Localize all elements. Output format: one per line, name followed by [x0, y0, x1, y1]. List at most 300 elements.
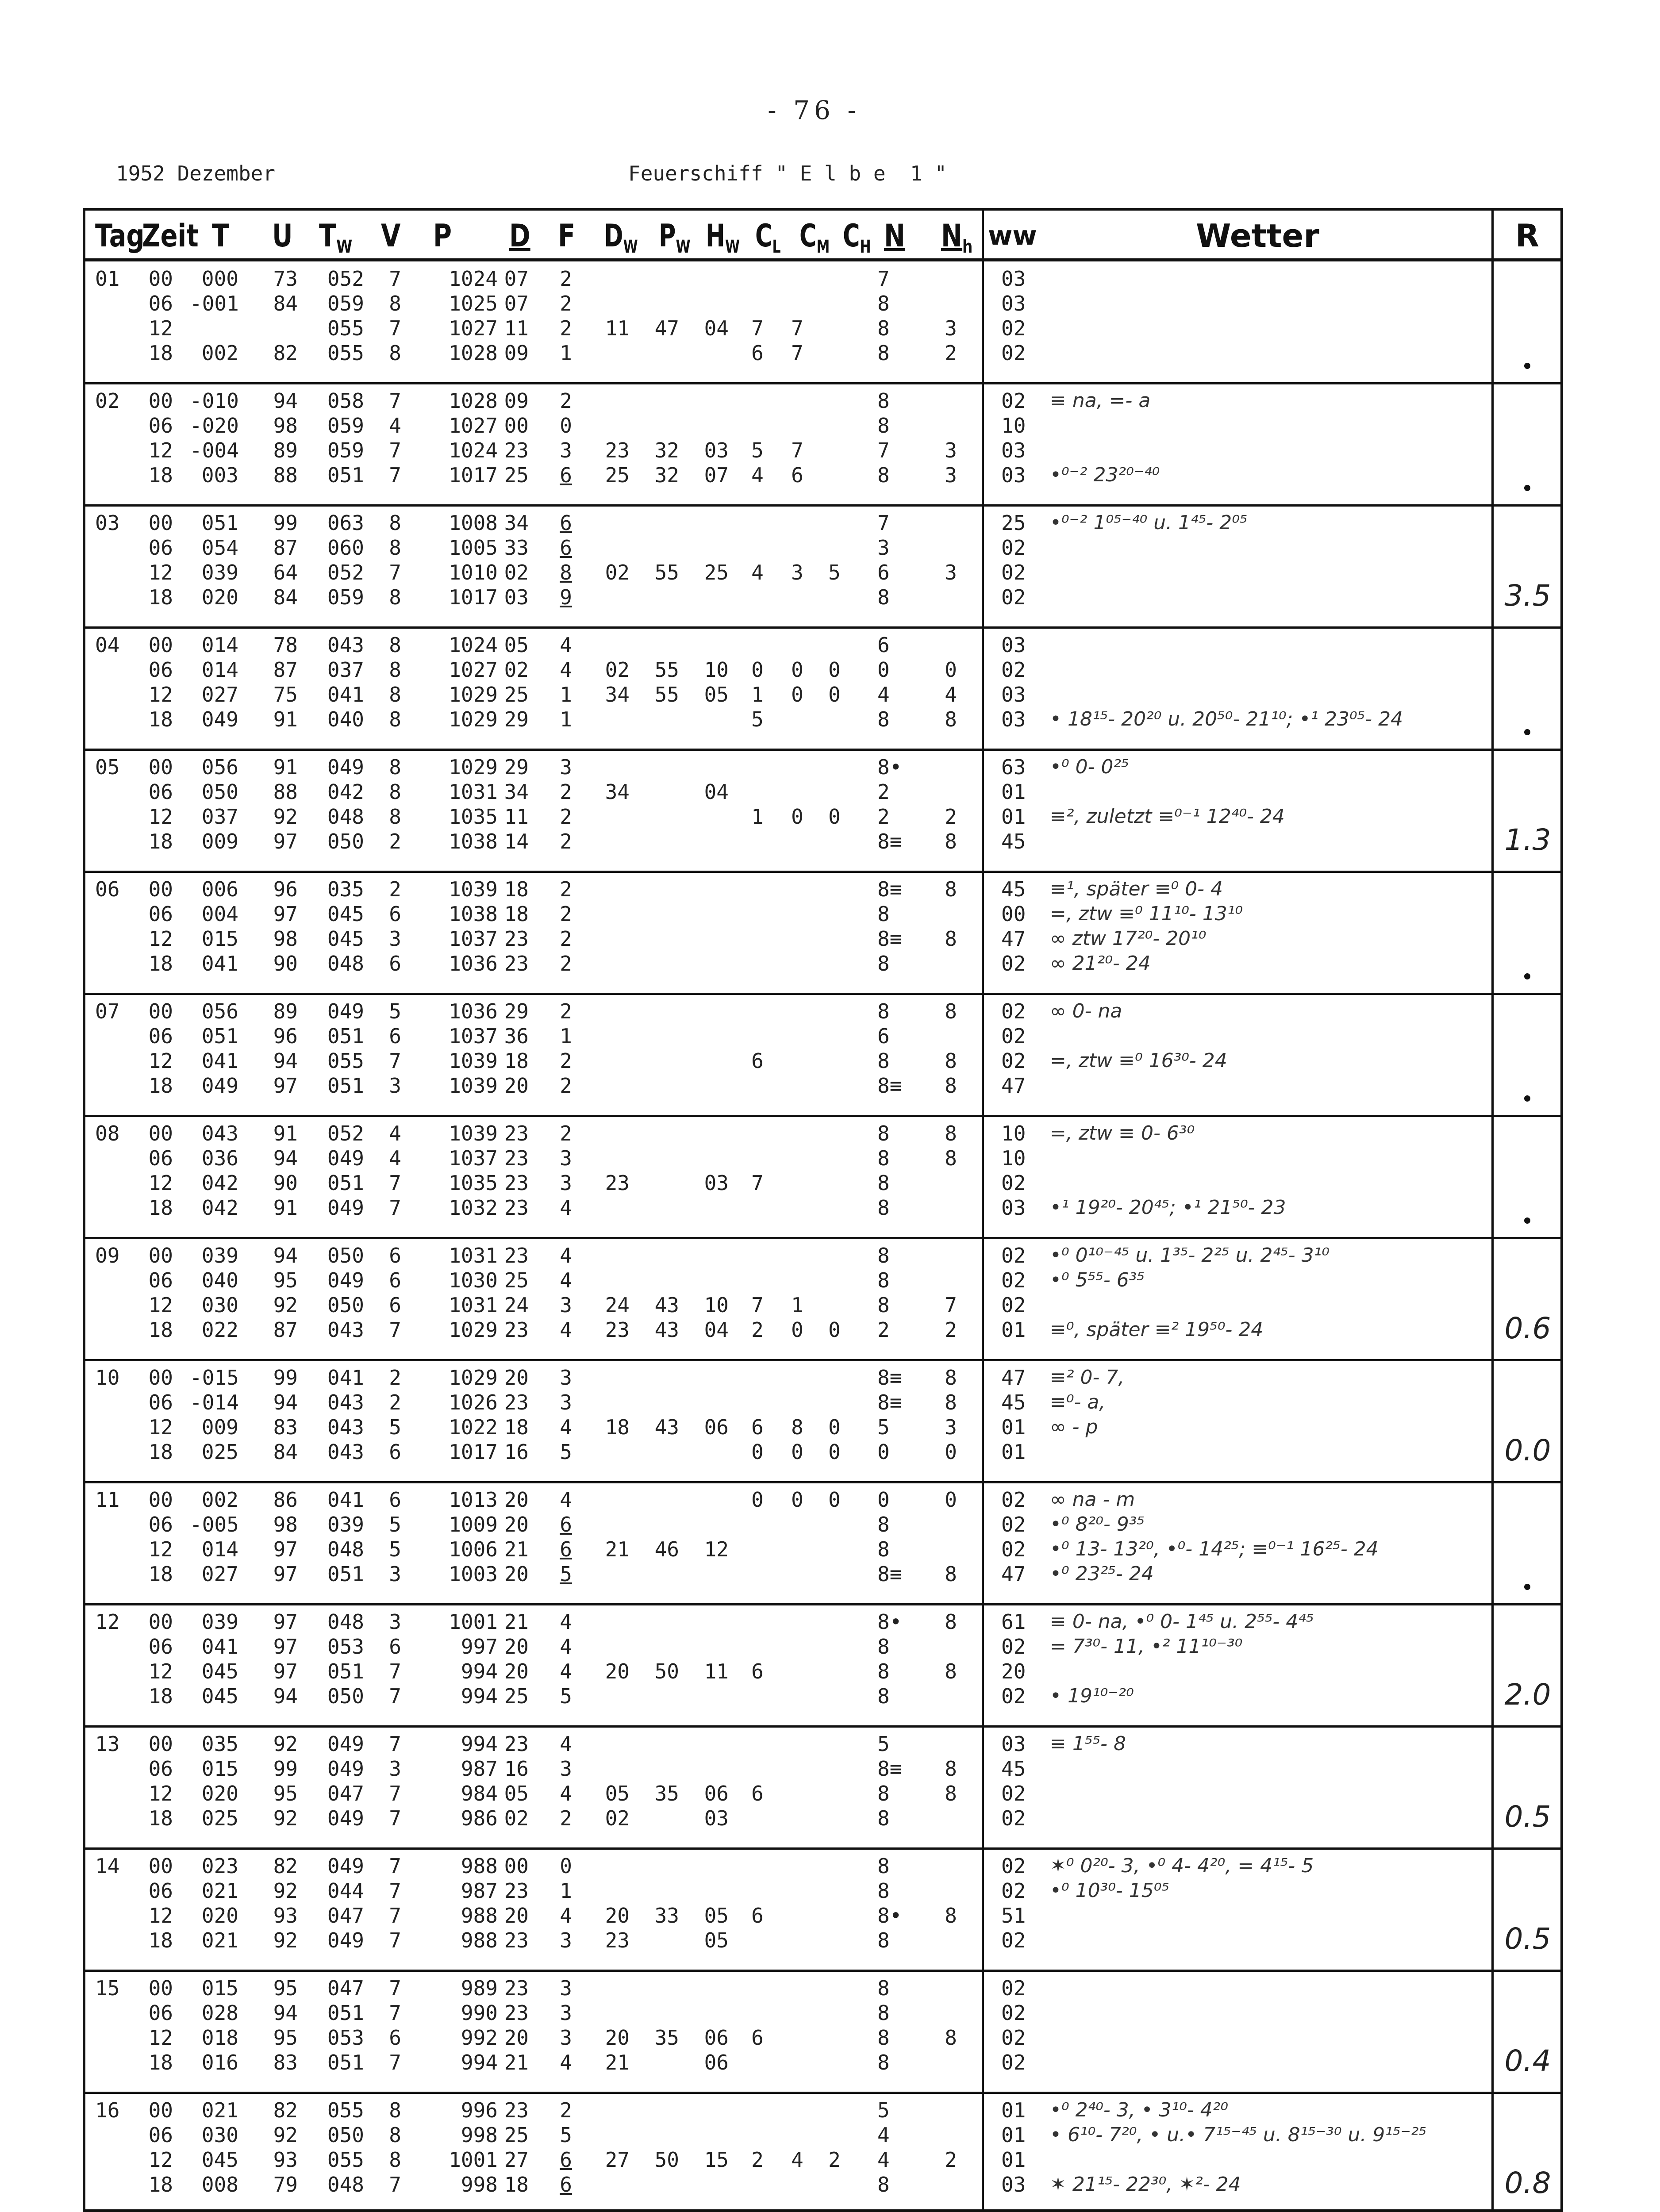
cell-n: 5 — [877, 2098, 890, 2122]
cell-u: 78 — [273, 633, 298, 657]
cell-ww: 02 — [1001, 1024, 1026, 1048]
cell-v: 7 — [389, 463, 401, 487]
cell-nh: 8 — [945, 1659, 957, 1683]
cell-f: 6 — [560, 1513, 572, 1536]
cell-dw: 20 — [605, 1659, 630, 1683]
cell-nh: 8 — [945, 1610, 957, 1634]
cell-zeit: 00 — [148, 877, 173, 901]
cell-n: 8 — [877, 1268, 890, 1292]
cell-cm: 6 — [791, 463, 803, 487]
cell-u: 97 — [273, 1659, 298, 1683]
cell-nh: 8 — [945, 999, 957, 1023]
cell-d: 00 — [504, 414, 529, 438]
cell-t: 056 — [201, 999, 238, 1023]
weather-note: ≡ 1⁵⁵- 8 — [1050, 1732, 1126, 1755]
cell-nh: 8 — [945, 927, 957, 951]
col-r: R — [1515, 218, 1539, 254]
cell-tw: 059 — [327, 585, 364, 609]
cell-zeit: 18 — [148, 830, 173, 853]
cell-dw: 20 — [605, 1904, 630, 1928]
weather-note: ≡² 0- 7, — [1050, 1366, 1125, 1389]
cell-n: 8 — [877, 1928, 890, 1952]
day-number: 01 — [95, 267, 120, 291]
cell-f: 5 — [560, 2123, 572, 2147]
cell-pw: 55 — [654, 561, 679, 584]
cell-u: 75 — [273, 683, 298, 707]
cell-t: 030 — [201, 1293, 238, 1317]
cell-u: 94 — [273, 1244, 298, 1267]
cell-zeit: 18 — [148, 1684, 173, 1708]
cell-cl: 0 — [751, 1488, 764, 1512]
cell-d: 20 — [504, 2026, 529, 2050]
cell-zeit: 06 — [148, 902, 173, 926]
cell-cl: 5 — [751, 707, 764, 731]
cell-f: 2 — [560, 316, 572, 340]
cell-pw: 43 — [654, 1415, 679, 1439]
col-zeit: Zeit — [142, 218, 199, 254]
cell-cl: 7 — [751, 1171, 764, 1195]
cell-v: 7 — [389, 1782, 401, 1805]
cell-zeit: 18 — [148, 2051, 173, 2074]
cell-v: 5 — [389, 1537, 401, 1561]
cell-n: 8 — [877, 1879, 890, 1903]
cell-n: 8 — [877, 999, 890, 1023]
col-cm-label: C — [799, 218, 817, 254]
cell-d: 25 — [504, 463, 529, 487]
cell-u: 87 — [273, 536, 298, 560]
cell-zeit: 18 — [148, 1074, 173, 1098]
cell-n: 8 — [877, 1146, 890, 1170]
cell-cl: 0 — [751, 658, 764, 682]
cell-t: -001 — [190, 292, 239, 315]
cell-ww: 01 — [1001, 1440, 1026, 1464]
day-separator — [85, 1725, 1560, 1728]
cell-p: 1036 — [449, 999, 498, 1023]
day-separator — [85, 1847, 1560, 1850]
cell-v: 7 — [389, 316, 401, 340]
cell-n: 8 — [877, 1196, 890, 1220]
cell-d: 16 — [504, 1757, 529, 1781]
cell-dw: 34 — [605, 683, 630, 707]
cell-tw: 051 — [327, 463, 364, 487]
cell-zeit: 18 — [148, 707, 173, 731]
cell-v: 6 — [389, 1268, 401, 1292]
day-number: 10 — [95, 1366, 120, 1390]
col-ch-sub: H — [860, 237, 871, 257]
cell-v: 3 — [389, 1757, 401, 1781]
cell-ww: 01 — [1001, 1318, 1026, 1342]
weather-note: •⁰ 2⁴⁰- 3, • 3¹⁰- 4²⁰ — [1050, 2099, 1229, 2121]
cell-zeit: 12 — [148, 2148, 173, 2172]
cell-n: 8 — [877, 952, 890, 975]
cell-zeit: 00 — [148, 999, 173, 1023]
cell-v: 2 — [389, 830, 401, 853]
cell-d: 23 — [504, 1318, 529, 1342]
cell-zeit: 00 — [148, 755, 173, 779]
cell-cm: 7 — [791, 316, 803, 340]
cell-cm: 0 — [791, 658, 803, 682]
rain-amount: 0.0 — [1504, 1433, 1551, 1467]
cell-f: 1 — [560, 707, 572, 731]
cell-v: 6 — [389, 1024, 401, 1048]
cell-t: 035 — [201, 1732, 238, 1756]
weather-note: • 19¹⁰⁻²⁰ — [1050, 1685, 1134, 1707]
cell-p: 1008 — [449, 511, 498, 535]
weather-note: • 18¹⁵- 20²⁰ u. 20⁵⁰- 21¹⁰; •¹ 23⁰⁵- 24 — [1050, 708, 1403, 730]
cell-tw: 059 — [327, 414, 364, 438]
cell-tw: 043 — [327, 1390, 364, 1414]
cell-p: 1029 — [449, 683, 498, 707]
cell-cl: 1 — [751, 805, 764, 829]
cell-zeit: 00 — [148, 633, 173, 657]
cell-t: 056 — [201, 755, 238, 779]
cell-t: 002 — [201, 341, 238, 365]
cell-d: 23 — [504, 1121, 529, 1145]
cell-ww: 02 — [1001, 1782, 1026, 1805]
cell-cl: 7 — [751, 316, 764, 340]
weather-note: •⁰ 23²⁵- 24 — [1050, 1563, 1154, 1585]
cell-ww: 02 — [1001, 658, 1026, 682]
cell-t: 041 — [201, 952, 238, 975]
cell-zeit: 06 — [148, 1390, 173, 1414]
cell-t: 015 — [201, 1757, 238, 1781]
rain-trace-dot — [1524, 363, 1530, 369]
cell-p: 1037 — [449, 927, 498, 951]
cell-u: 92 — [273, 1732, 298, 1756]
cell-d: 02 — [504, 658, 529, 682]
cell-ww: 02 — [1001, 952, 1026, 975]
cell-dw: 23 — [605, 438, 630, 462]
cell-u: 87 — [273, 1318, 298, 1342]
cell-f: 4 — [560, 633, 572, 657]
cell-ww: 02 — [1001, 2001, 1026, 2025]
cell-zeit: 12 — [148, 1049, 173, 1073]
cell-n: 8• — [877, 1904, 902, 1928]
cell-ww: 03 — [1001, 1732, 1026, 1756]
cell-t: 020 — [201, 1782, 238, 1805]
cell-dw: 23 — [605, 1928, 630, 1952]
cell-f: 3 — [560, 1390, 572, 1414]
day-number: 03 — [95, 511, 120, 535]
cell-p: 1031 — [449, 780, 498, 804]
cell-tw: 051 — [327, 1659, 364, 1683]
weather-note: • 6¹⁰- 7²⁰, • u.• 7¹⁵⁻⁴⁵ u. 8¹⁵⁻³⁰ u. 9¹⁵⁻²⁵ — [1050, 2124, 1427, 2146]
col-hw-label: H — [706, 218, 725, 254]
cell-p: 1017 — [449, 585, 498, 609]
cell-v: 3 — [389, 1610, 401, 1634]
cell-tw: 048 — [327, 2173, 364, 2197]
cell-ww: 02 — [1001, 1684, 1026, 1708]
cell-zeit: 00 — [148, 1121, 173, 1145]
cell-f: 2 — [560, 780, 572, 804]
cell-t: 049 — [201, 707, 238, 731]
cell-tw: 055 — [327, 2098, 364, 2122]
day-separator — [85, 2092, 1560, 2094]
cell-p: 1026 — [449, 1390, 498, 1414]
cell-tw: 048 — [327, 1610, 364, 1634]
cell-d: 29 — [504, 707, 529, 731]
cell-n: 4 — [877, 2148, 890, 2172]
cell-t: 021 — [201, 2098, 238, 2122]
cell-tw: 051 — [327, 1024, 364, 1048]
cell-d: 20 — [504, 1659, 529, 1683]
cell-zeit: 18 — [148, 585, 173, 609]
cell-f: 4 — [560, 658, 572, 682]
weather-note: •⁰⁻² 23²⁰⁻⁴⁰ — [1050, 464, 1160, 486]
weather-table — [83, 208, 1563, 2212]
cell-v: 6 — [389, 902, 401, 926]
cell-nh: 2 — [945, 341, 957, 365]
cell-n: 8≡ — [877, 1562, 902, 1586]
cell-hw: 11 — [704, 1659, 729, 1683]
cell-p: 998 — [461, 2173, 498, 2197]
cell-zeit: 18 — [148, 1806, 173, 1830]
cell-f: 2 — [560, 1074, 572, 1098]
cell-p: 1039 — [449, 1049, 498, 1073]
cell-f: 2 — [560, 952, 572, 975]
cell-v: 7 — [389, 1976, 401, 2000]
cell-tw: 035 — [327, 877, 364, 901]
cell-f: 6 — [560, 1537, 572, 1561]
cell-t: 014 — [201, 633, 238, 657]
col-tw-sub: W — [336, 237, 353, 257]
cell-d: 23 — [504, 927, 529, 951]
cell-d: 21 — [504, 1610, 529, 1634]
weather-note: •⁰⁻² 1⁰⁵⁻⁴⁰ u. 1⁴⁵- 2⁰⁵ — [1050, 511, 1248, 534]
cell-pw: 43 — [654, 1293, 679, 1317]
cell-hw: 12 — [704, 1537, 729, 1561]
cell-f: 4 — [560, 1782, 572, 1805]
cell-f: 4 — [560, 1635, 572, 1659]
cell-t: 039 — [201, 1244, 238, 1267]
weather-note: ∞ na - m — [1050, 1488, 1135, 1511]
cell-zeit: 18 — [148, 1562, 173, 1586]
cell-t: 014 — [201, 658, 238, 682]
cell-p: 988 — [461, 1854, 498, 1878]
rain-trace-dot — [1524, 729, 1530, 735]
cell-t: 054 — [201, 536, 238, 560]
cell-v: 7 — [389, 1318, 401, 1342]
cell-u: 82 — [273, 1854, 298, 1878]
weather-note: ≡ 0- na, •⁰ 0- 1⁴⁵ u. 2⁵⁵- 4⁴⁵ — [1050, 1610, 1314, 1633]
col-pw-label: P — [659, 218, 676, 254]
cell-v: 6 — [389, 952, 401, 975]
cell-cl: 6 — [751, 341, 764, 365]
cell-zeit: 06 — [148, 780, 173, 804]
cell-tw: 059 — [327, 438, 364, 462]
cell-tw: 055 — [327, 316, 364, 340]
cell-p: 1038 — [449, 830, 498, 853]
cell-tw: 047 — [327, 1782, 364, 1805]
cell-tw: 048 — [327, 952, 364, 975]
cell-cm: 7 — [791, 341, 803, 365]
cell-v: 7 — [389, 389, 401, 413]
cell-u: 97 — [273, 830, 298, 853]
cell-cm: 0 — [791, 805, 803, 829]
rain-amount: 2.0 — [1504, 1678, 1551, 1712]
cell-nh: 0 — [945, 658, 957, 682]
rain-trace-dot — [1524, 485, 1530, 491]
cell-zeit: 18 — [148, 1440, 173, 1464]
cell-u: 95 — [273, 1782, 298, 1805]
cell-hw: 06 — [704, 1782, 729, 1805]
cell-cm: 0 — [791, 1440, 803, 1464]
cell-f: 2 — [560, 1806, 572, 1830]
cell-n: 7 — [877, 511, 890, 535]
cell-zeit: 18 — [148, 1196, 173, 1220]
day-separator — [85, 1603, 1560, 1605]
cell-ww: 02 — [1001, 1293, 1026, 1317]
cell-ww: 02 — [1001, 1488, 1026, 1512]
cell-d: 02 — [504, 561, 529, 584]
cell-v: 7 — [389, 1806, 401, 1830]
cell-d: 20 — [504, 1513, 529, 1536]
weather-note: ✶ 21¹⁵- 22³⁰, ✶²- 24 — [1050, 2173, 1241, 2196]
cell-zeit: 00 — [148, 1854, 173, 1878]
cell-u: 95 — [273, 1976, 298, 2000]
cell-f: 3 — [560, 1976, 572, 2000]
cell-ww: 03 — [1001, 2173, 1026, 2197]
weather-note: ∞ ztw 17²⁰- 20¹⁰ — [1050, 927, 1207, 950]
cell-v: 8 — [389, 683, 401, 707]
cell-t: 000 — [201, 267, 238, 291]
cell-t: 039 — [201, 1610, 238, 1634]
cell-v: 7 — [389, 1854, 401, 1878]
cell-d: 24 — [504, 1293, 529, 1317]
cell-u: 97 — [273, 1562, 298, 1586]
cell-v: 7 — [389, 438, 401, 462]
cell-t: 043 — [201, 1121, 238, 1145]
cell-tw: 050 — [327, 1684, 364, 1708]
cell-hw: 15 — [704, 2148, 729, 2172]
cell-f: 1 — [560, 1879, 572, 1903]
cell-d: 11 — [504, 805, 529, 829]
cell-d: 23 — [504, 1196, 529, 1220]
rain-trace-dot — [1524, 1095, 1530, 1102]
cell-tw: 049 — [327, 1854, 364, 1878]
cell-f: 2 — [560, 2098, 572, 2122]
cell-p: 1001 — [449, 1610, 498, 1634]
day-separator — [85, 504, 1560, 507]
day-block — [85, 260, 1560, 382]
col-pw-sub: W — [676, 237, 691, 257]
cell-hw: 25 — [704, 561, 729, 584]
cell-ww: 03 — [1001, 267, 1026, 291]
cell-hw: 10 — [704, 658, 729, 682]
cell-tw: 041 — [327, 683, 364, 707]
cell-ww: 02 — [1001, 561, 1026, 584]
cell-t: 009 — [201, 830, 238, 853]
weather-note: •⁰ 8²⁰- 9³⁵ — [1050, 1513, 1145, 1536]
cell-nh: 8 — [945, 1366, 957, 1390]
cell-n: 7 — [877, 438, 890, 462]
cell-tw: 037 — [327, 658, 364, 682]
cell-ww: 47 — [1001, 1366, 1026, 1390]
cell-zeit: 06 — [148, 1757, 173, 1781]
cell-ww: 03 — [1001, 438, 1026, 462]
cell-ww: 01 — [1001, 2123, 1026, 2147]
weather-note: •⁰ 0- 0²⁵ — [1050, 756, 1129, 778]
cell-tw: 051 — [327, 1171, 364, 1195]
cell-d: 05 — [504, 633, 529, 657]
cell-p: 1001 — [449, 2148, 498, 2172]
cell-t: -005 — [190, 1513, 239, 1536]
day-number: 14 — [95, 1854, 120, 1878]
cell-p: 1029 — [449, 707, 498, 731]
cell-d: 21 — [504, 1537, 529, 1561]
cell-ww: 02 — [1001, 1879, 1026, 1903]
col-cl-sub: L — [772, 237, 781, 257]
cell-nh: 0 — [945, 1488, 957, 1512]
cell-p: 1039 — [449, 1121, 498, 1145]
cell-zeit: 12 — [148, 1537, 173, 1561]
cell-tw: 044 — [327, 1879, 364, 1903]
cell-cm: 0 — [791, 1318, 803, 1342]
weather-note: ∞ 0- na — [1050, 1000, 1122, 1022]
cell-dw: 11 — [605, 316, 630, 340]
cell-u: 94 — [273, 1684, 298, 1708]
cell-nh: 8 — [945, 1562, 957, 1586]
cell-f: 8 — [560, 561, 572, 584]
cell-dw: 05 — [605, 1782, 630, 1805]
cell-pw: 47 — [654, 316, 679, 340]
cell-nh: 8 — [945, 1074, 957, 1098]
day-number: 06 — [95, 877, 120, 901]
cell-nh: 8 — [945, 830, 957, 853]
cell-f: 5 — [560, 1440, 572, 1464]
col-dw-label: D — [604, 218, 623, 254]
cell-d: 05 — [504, 1782, 529, 1805]
cell-f: 3 — [560, 1757, 572, 1781]
cell-u: 99 — [273, 511, 298, 535]
cell-v: 2 — [389, 877, 401, 901]
cell-tw: 063 — [327, 511, 364, 535]
cell-ch: 0 — [828, 805, 841, 829]
weather-note: ✶⁰ 0²⁰- 3, •⁰ 4- 4²⁰, = 4¹⁵- 5 — [1050, 1855, 1314, 1877]
cell-f: 3 — [560, 1146, 572, 1170]
cell-tw: 051 — [327, 2001, 364, 2025]
cell-ww: 10 — [1001, 1146, 1026, 1170]
cell-zeit: 12 — [148, 438, 173, 462]
cell-tw: 045 — [327, 902, 364, 926]
cell-d: 25 — [504, 2123, 529, 2147]
day-block — [85, 382, 1560, 504]
cell-ww: 02 — [1001, 1244, 1026, 1267]
cell-f: 2 — [560, 1049, 572, 1073]
cell-f: 1 — [560, 341, 572, 365]
cell-d: 14 — [504, 830, 529, 853]
cell-v: 2 — [389, 1390, 401, 1414]
cell-tw: 049 — [327, 999, 364, 1023]
cell-ww: 02 — [1001, 2051, 1026, 2074]
cell-cl: 6 — [751, 1782, 764, 1805]
cell-n: 8 — [877, 1782, 890, 1805]
weather-note: ≡ na, =- a — [1050, 389, 1151, 412]
cell-pw: 35 — [654, 1782, 679, 1805]
cell-ww: 02 — [1001, 1928, 1026, 1952]
cell-zeit: 18 — [148, 952, 173, 975]
cell-u: 90 — [273, 952, 298, 975]
weather-note: = 7³⁰- 11, •² 11¹⁰⁻³⁰ — [1050, 1635, 1243, 1658]
day-separator — [85, 749, 1560, 751]
cell-f: 0 — [560, 414, 572, 438]
cell-v: 3 — [389, 1562, 401, 1586]
cell-v: 5 — [389, 1415, 401, 1439]
cell-t: 045 — [201, 1659, 238, 1683]
cell-u: 95 — [273, 2026, 298, 2050]
cell-hw: 06 — [704, 1415, 729, 1439]
cell-p: 1025 — [449, 292, 498, 315]
